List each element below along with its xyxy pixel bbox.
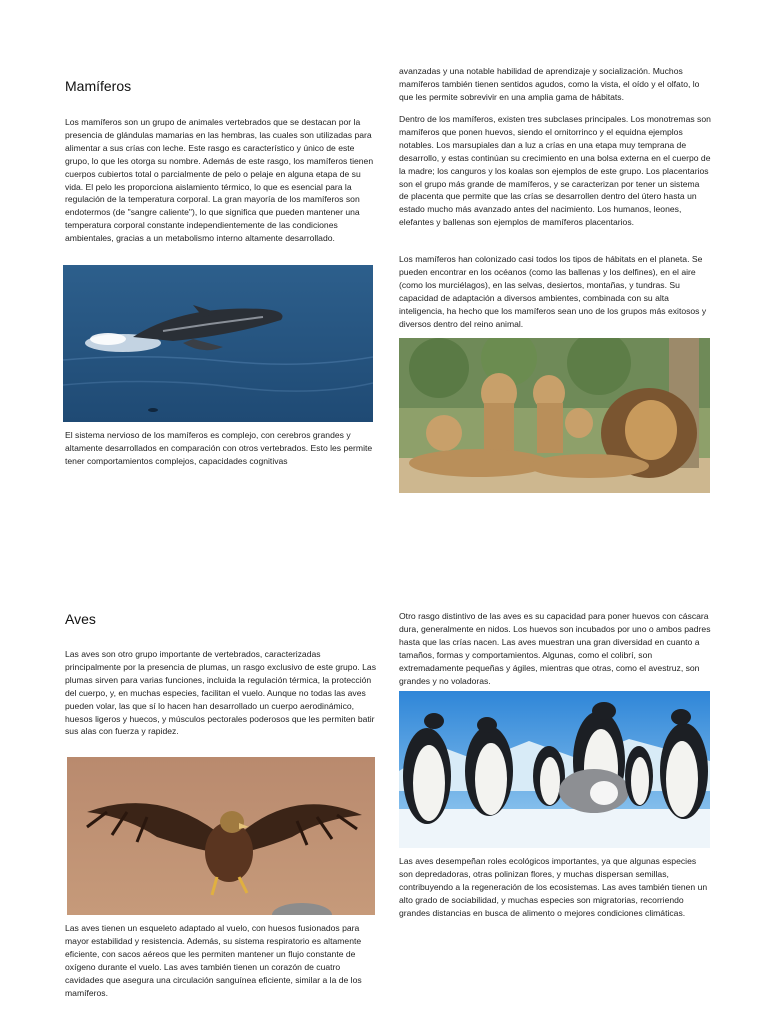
mamiferos-paragraph-4: Dentro de los mamíferos, existen tres subclases principales. Los monotremas son mamíferos que ponen huevos, siendo el ornitorrinco y el equidna ejemplos notables. Los marsupiales dan a luz a crías en una etapa muy temprana de desarrollo, y estas continúan su crecimiento en una bolsa externa en el cuerpo de la madre; los canguros y los koalas son ejemplos de este grupo. Los placentarios son el grupo más grande de mamíferos, y se caracterizan por tener un sistema de placenta que permite que las crías se desarrollen dentro del útero hasta un estado mucho más avanzado antes del nacimiento. Los humanos, leones, elefantes y ballenas son ejemplos de mamíferos placentarios. — [399, 114, 711, 228]
section-title-aves: Aves — [65, 611, 96, 627]
mamiferos-paragraph-1: Los mamíferos son un grupo de animales vertebrados que se destacan por la presencia de glándulas mamarias en las hembras, las cuales son utilizadas para alimentar a sus crías con leche. Este rasgo es característico y único de este grupo, lo que les otorga su nombre. Además de este rasgo, los mamíferos tienen cuerpos cubiertos total o parcialmente de pelo o pelaje en alguna etapa de su vida. El pelo les proporciona aislamiento térmico, lo que es esencial para la regulación de la temperatura corporal. La gran mayoría de los mamíferos son endotermos (de "sangre caliente"), lo que significa que pueden mantener una temperatura corporal constante independientemente de las condiciones ambientales, gracias a un metabolismo interno altamente desarrollado. — [65, 117, 374, 244]
aves-paragraph-2: Las aves tienen un esqueleto adaptado al vuelo, con huesos fusionados para mayor estabilidad y resistencia. Además, su sistema respiratorio es altamente eficiente, con sacos aéreos que les permiten mantener un flujo constante de oxígeno durante el vuelo. Las aves también tienen un corazón de cuatro cavidades que asegura una circulación sanguínea eficiente, similar a la de los mamíferos. — [65, 923, 362, 998]
mamiferos-paragraph-2: El sistema nervioso de los mamíferos es complejo, con cerebros grandes y altamente desarrollados en comparación con otros vertebrados. Esto les permite tener comportamientos complejos, capacidades cognitivas — [65, 430, 373, 466]
section-title-mamiferos: Mamíferos — [65, 78, 132, 94]
penguins-photo — [399, 691, 710, 848]
mamiferos-paragraph-5: Los mamíferos han colonizado casi todos los tipos de hábitats en el planeta. Se pueden encontrar en los océanos (como las ballenas y los delfines), en el aire (como los murciélagos), en las selvas, desiertos, montañas, y tundras. Su capacidad de adaptación a diversos ambientes, combinada con su alta inteligencia, ha hecho que los mamíferos sean uno de los grupos más exitosos y diversos dentro del reino animal. — [399, 254, 707, 329]
eagle-photo — [67, 757, 375, 915]
aves-paragraph-4: Las aves desempeñan roles ecológicos importantes, ya que algunas especies son depredadoras, otras polinizan flores, y muchas dispersan semillas, contribuyendo a la regeneración de los ecosistemas. Las aves también tienen un alto grado de sociabilidad, y muchas especies son migratorias, recorriendo grandes distancias en busca de alimento o mejores condiciones climáticas. — [399, 856, 708, 918]
aves-paragraph-1: Las aves son otro grupo importante de vertebrados, caracterizadas principalmente por la presencia de plumas, un rasgo exclusivo de este grupo. Las plumas sirven para varias funciones, incluida la regulación térmica, la protección del cuerpo, y, en muchas especies, facilitan el vuelo. Aunque no todas las aves pueden volar, las que sí lo hacen han desarrollado un cuerpo aerodinámico, huesos ligeros y huecos, y músculos pectorales poderosos que les permiten batir sus alas con fuerza y rapidez. — [65, 649, 376, 737]
aves-paragraph-3: Otro rasgo distintivo de las aves es su capacidad para poner huevos con cáscara dura, generalmente en nidos. Los huevos son incubados por uno o ambos padres hasta que las crías nacen. Las aves muestran una gran diversidad en cuanto a tamaños, formas y comportamientos. Algunas, como el colibrí, son extremadamente pequeñas y ágiles, mientras que otras, como el avestruz, son grandes y no voladoras. — [399, 611, 711, 686]
whale-photo — [63, 265, 373, 422]
mamiferos-paragraph-3: avanzadas y una notable habilidad de aprendizaje y socialización. Muchos mamíferos también tienen sentidos agudos, como la vista, el oído y el olfato, lo que les permite sobrevivir en una amplia gama de hábitats. — [399, 66, 700, 102]
lions-photo — [399, 338, 710, 493]
